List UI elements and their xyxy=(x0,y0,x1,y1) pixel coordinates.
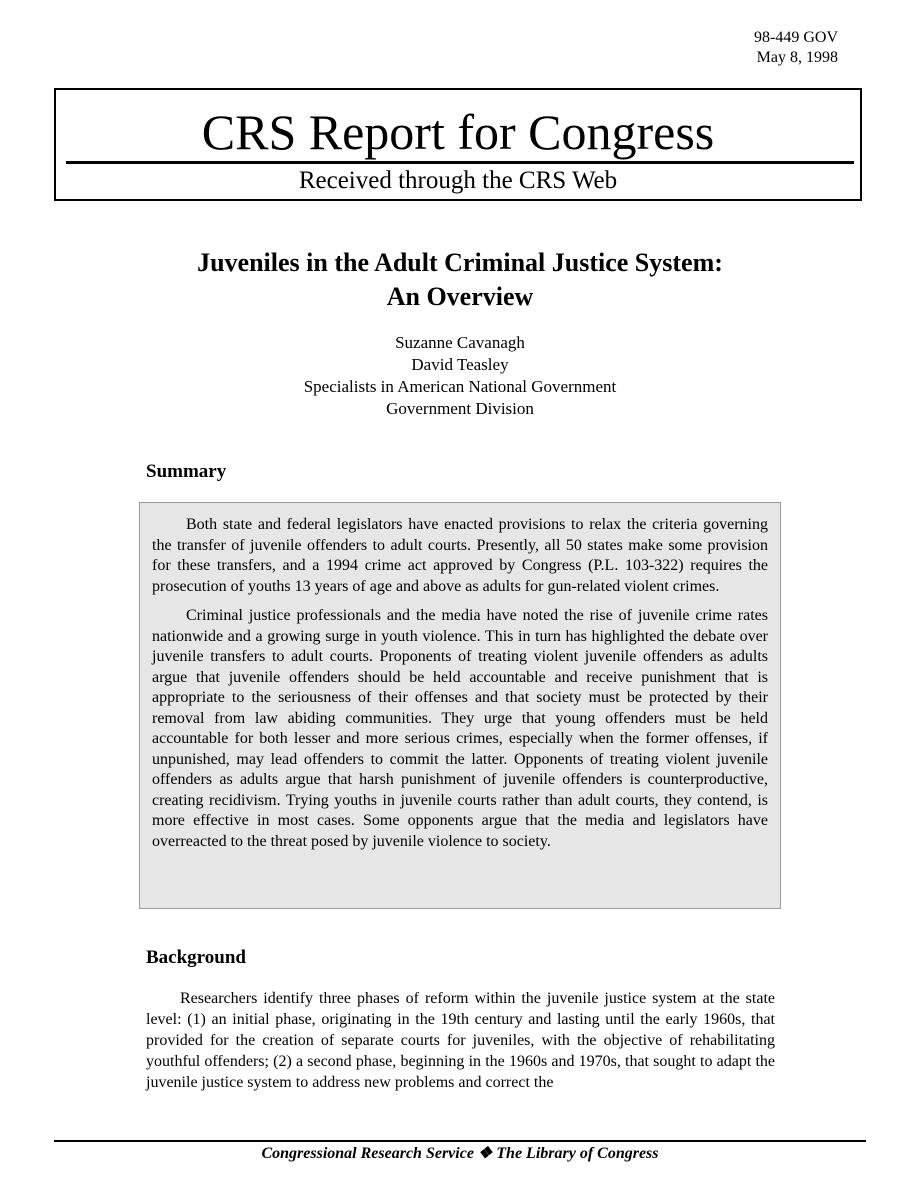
background-heading: Background xyxy=(146,947,246,968)
author-division: Government Division xyxy=(386,399,534,418)
banner-rule xyxy=(66,161,854,164)
author-block xyxy=(0,332,920,420)
footer-text: Congressional Research Service ❖ The Library of Congress xyxy=(261,1145,659,1162)
report-date: May 8, 1998 xyxy=(756,49,838,66)
author-title: Specialists in American National Government xyxy=(303,377,617,396)
report-identifier xyxy=(754,28,838,68)
report-number: 98-449 GOV xyxy=(754,29,838,46)
document-title-line-2: An Overview xyxy=(386,282,534,311)
background-paragraph-1: Researchers identify three phases of reform within the juvenile justice system at the state level: (1) an initial phase, originating in the 19th century and lasting until the early 1960s, that provided for the creation of separate courts for juveniles, with the objective of rehabilitating youthful offenders; (2) a second phase, beginning in the 1960s and 1970s, that sought to adapt the juvenile justice system to address new problems and correct the xyxy=(146,990,775,1091)
summary-paragraph-2: Criminal justice professionals and the media have noted the rise of juvenile crime rates nationwide and a growing surge in youth violence. This in turn has highlighted the debate over juvenile transfers to adult courts. Proponents of treating violent juvenile offenders as adults argue that juvenile offenders should be held accountable and receive punishment that is appropriate to the seriousness of their offenses and that society must be protected by their removal from law abiding communities. They urge that young offenders must be held accountable for both lesser and more serious crimes, especially when the former offenses, if unpunished, may lead offenders to commit the latter. Opponents of treating violent juvenile offenders as adults argue that harsh punishment of juvenile offenders is counterproductive, creating recidivism. Trying youths in juvenile courts rather than adult courts, they contend, is more effective in most cases. Some opponents argue that the media and legislators have overreacted to the threat posed by juvenile violence to society. xyxy=(152,607,768,850)
summary-heading: Summary xyxy=(146,461,227,482)
author-name-1: Suzanne Cavanagh xyxy=(395,333,525,352)
document-title xyxy=(0,246,920,314)
banner-title: CRS Report for Congress xyxy=(201,104,715,160)
author-name-2: David Teasley xyxy=(411,355,509,374)
background-section xyxy=(146,988,775,1093)
footer-rule xyxy=(54,1140,866,1142)
crs-banner xyxy=(54,88,862,201)
summary-box xyxy=(139,502,781,909)
document-title-line-1: Juveniles in the Adult Criminal Justice System: xyxy=(197,248,723,277)
summary-paragraph-1: Both state and federal legislators have enacted provisions to relax the criteria governing the transfer of juvenile offenders to adult courts. Presently, all 50 states make some provision for these transfers, and a 1994 crime act approved by Congress (P.L. 103-322) requires the prosecution of youths 13 years of age and above as adults for gun-related violent crimes. xyxy=(152,516,768,595)
banner-subtitle: Received through the CRS Web xyxy=(298,167,618,194)
